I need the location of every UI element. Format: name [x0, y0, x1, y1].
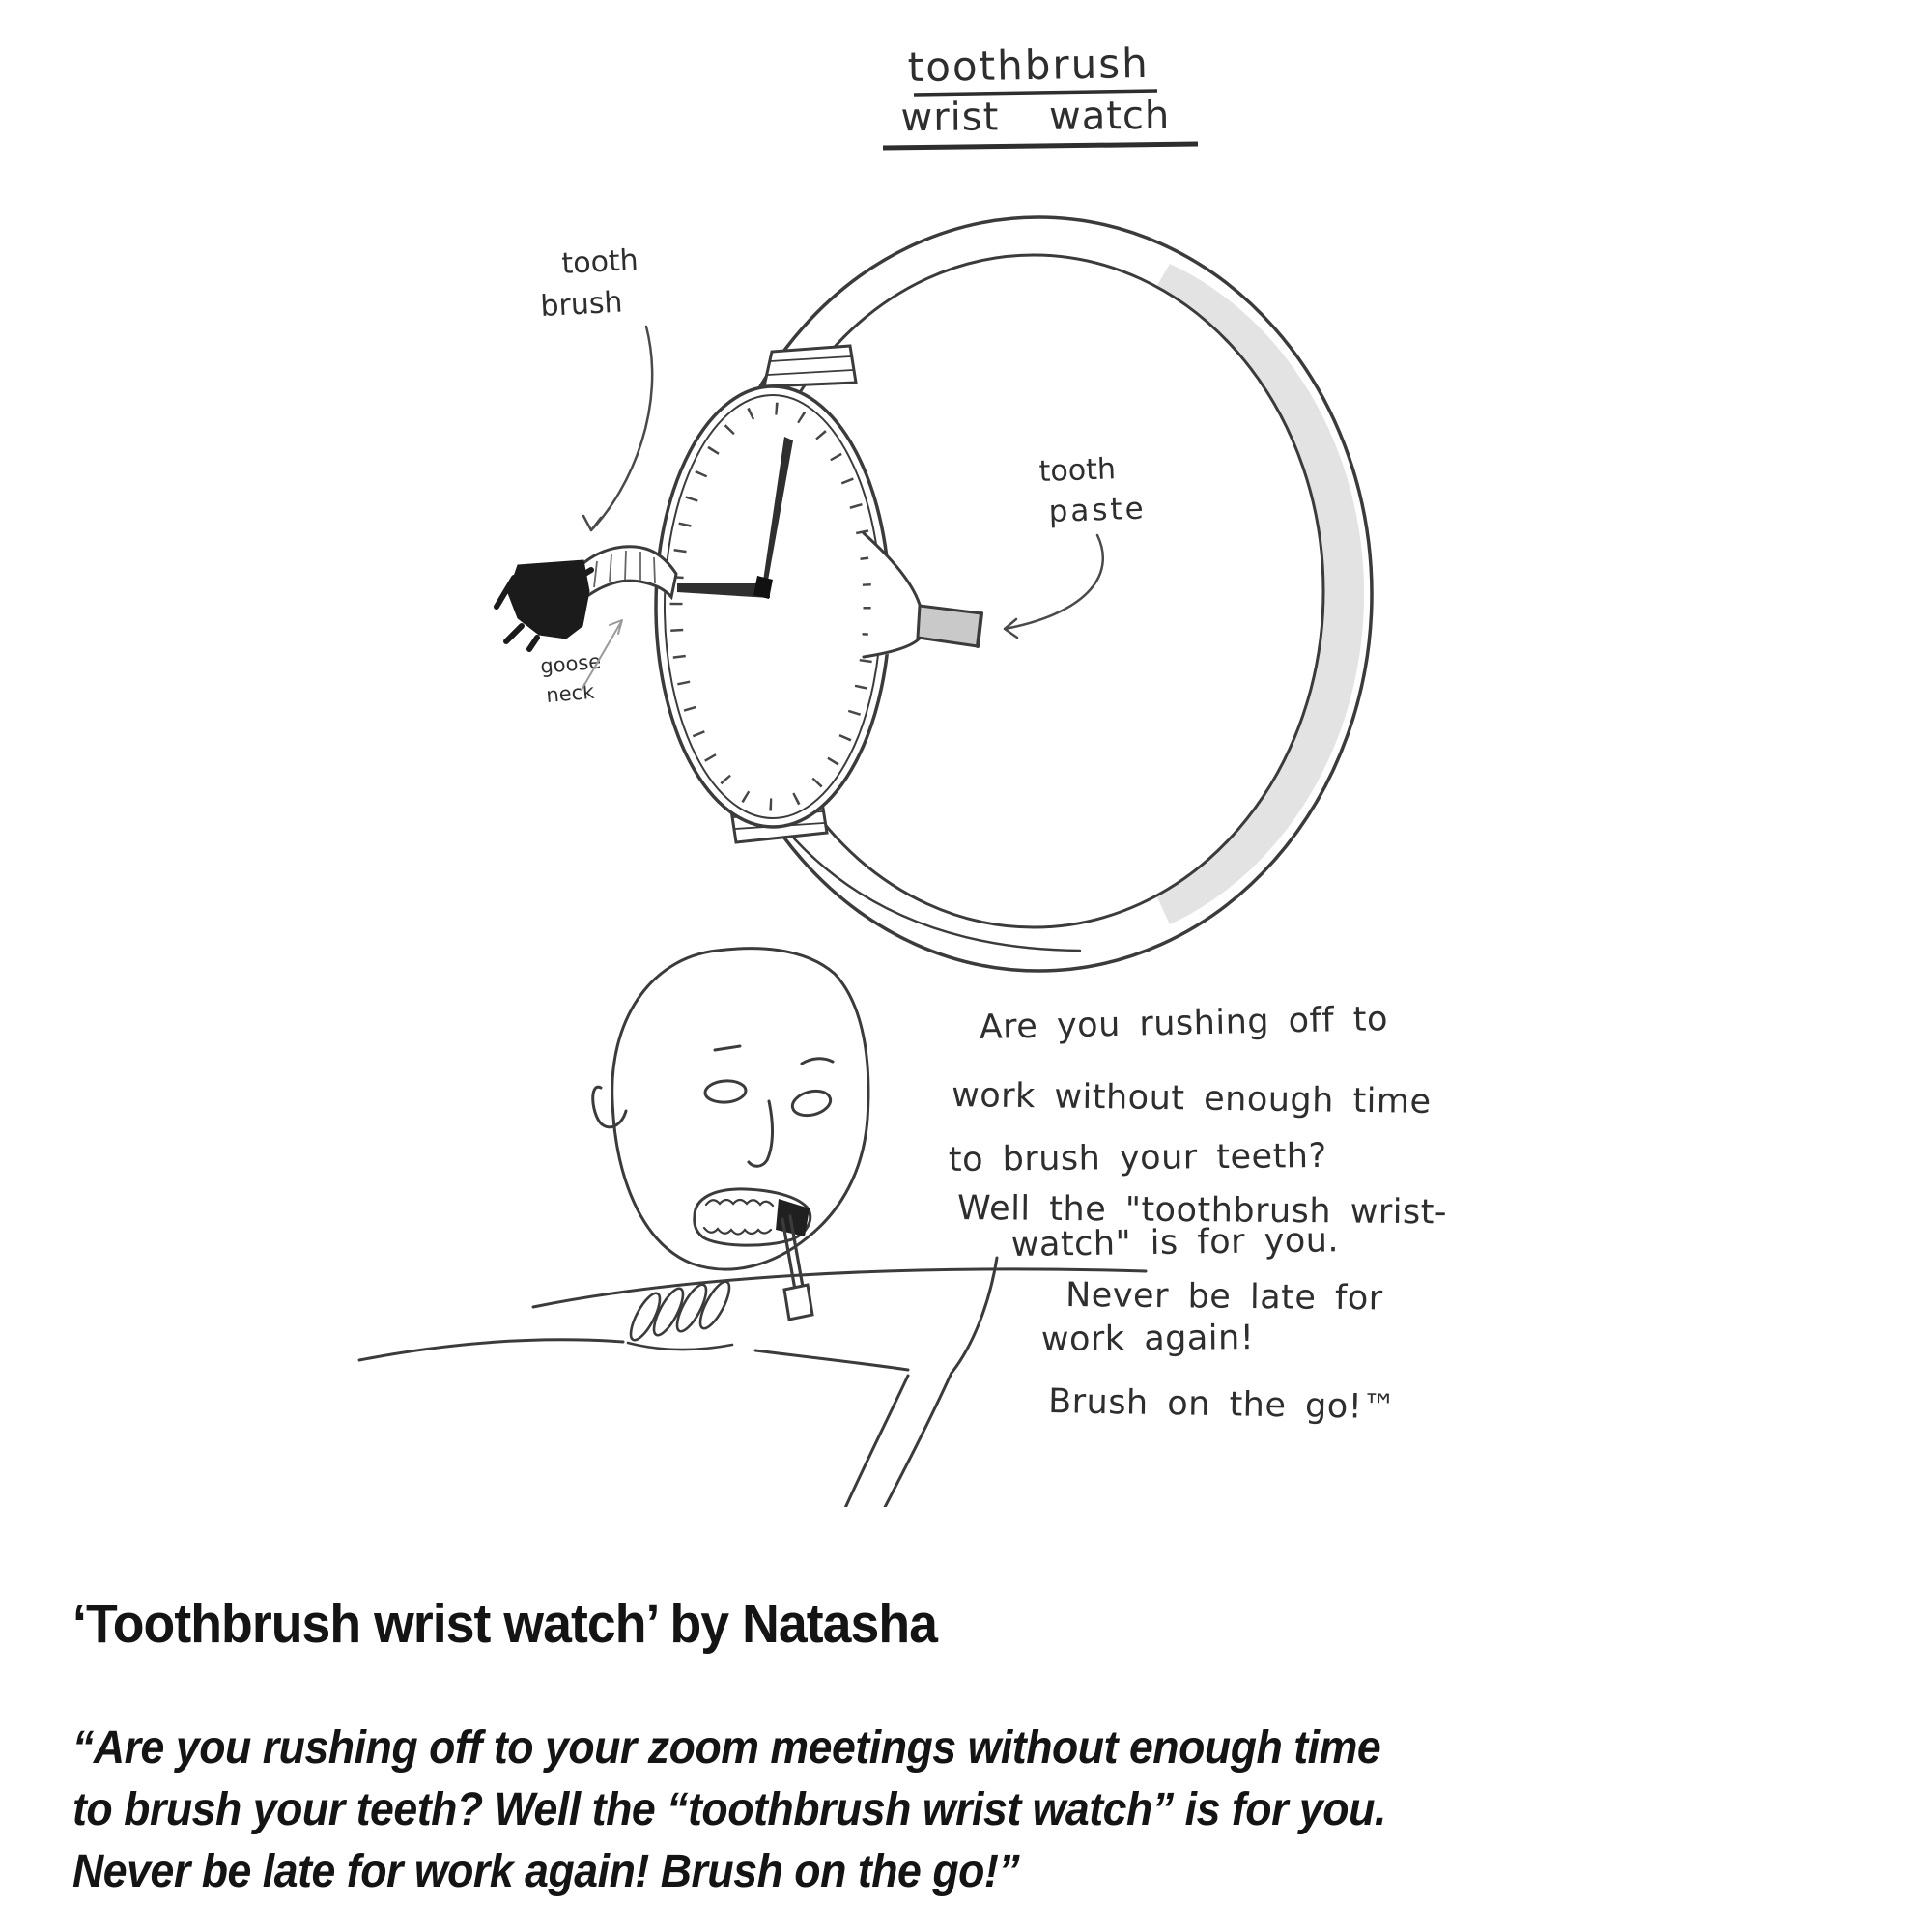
right-eyebrow — [802, 1059, 833, 1064]
caption-quote — [72, 1718, 1386, 1903]
ad-copy-line-1: Are you rushing off to — [979, 1000, 1389, 1047]
right-eye — [790, 1088, 834, 1120]
label-toothbrush — [540, 243, 653, 530]
toothbrush-label-line2: brush — [539, 285, 624, 324]
ad-copy-line-4: Well the "toothbrush wrist- — [956, 1189, 1448, 1233]
nose — [749, 1101, 773, 1166]
sketch-title-line1: toothbrush — [907, 39, 1151, 92]
gooseneck-label-line1: goose — [539, 649, 603, 678]
toothbrush-head — [497, 560, 591, 649]
forearm-top — [533, 1269, 1146, 1307]
brush-handle-on-wrist — [784, 1285, 812, 1320]
knuckle-line — [628, 1343, 732, 1350]
caption-quote-line-3: Never be late for work again! Brush on the go!” — [72, 1846, 1020, 1897]
top-lug — [764, 346, 856, 386]
forearm-bottom-right — [755, 1350, 908, 1370]
ad-copy-line-8: Brush on the go!™ — [1047, 1382, 1398, 1428]
sketch-title — [883, 40, 1198, 148]
ear — [593, 1087, 626, 1127]
label-toothpaste — [1005, 452, 1147, 638]
crown-nozzle — [918, 606, 981, 646]
watch-face-outer-rim — [656, 386, 890, 827]
toothpaste-label-line2: paste — [1048, 491, 1148, 529]
ad-copy-line-5: watch" is for you. — [1010, 1221, 1340, 1264]
gooseneck-label-line2: neck — [545, 679, 596, 707]
toothpaste-label-line1: tooth — [1038, 452, 1117, 489]
caption-quote-line-2: to brush your teeth? Well the “toothbrush wrist watch” is for you. — [72, 1784, 1386, 1835]
band-shading — [1156, 264, 1364, 924]
left-eyebrow — [715, 1046, 740, 1050]
title-underline-2 — [883, 144, 1198, 148]
handwritten-ad-copy — [949, 1000, 1448, 1427]
watch-face — [656, 386, 890, 827]
crown-funnel-fill — [864, 533, 922, 657]
sketch-title-line2: wrist watch — [900, 93, 1171, 141]
forearm-bottom-left — [359, 1340, 623, 1360]
upper-arm-line-a — [844, 1373, 952, 1507]
toothbrush-label-line1: tooth — [560, 242, 639, 281]
toothpaste-arrow — [1005, 535, 1103, 638]
caption-attribution: ‘Toothbrush wrist watch’ by Natasha — [72, 1593, 937, 1655]
ad-copy-line-3: to brush your teeth? — [948, 1136, 1327, 1179]
ad-copy-line-7: work again! — [1040, 1319, 1255, 1359]
left-eye — [704, 1080, 746, 1104]
sleeve-cuff — [952, 1258, 997, 1372]
toothpaste-crown — [864, 533, 981, 657]
toothbrush-arrow — [583, 327, 652, 530]
caption-quote-line-1: “Are you rushing off to your zoom meetings without enough time — [72, 1722, 1381, 1774]
ad-copy-line-2: work without enough time — [951, 1076, 1432, 1122]
ad-copy-line-6: Never be late for — [1065, 1276, 1383, 1319]
